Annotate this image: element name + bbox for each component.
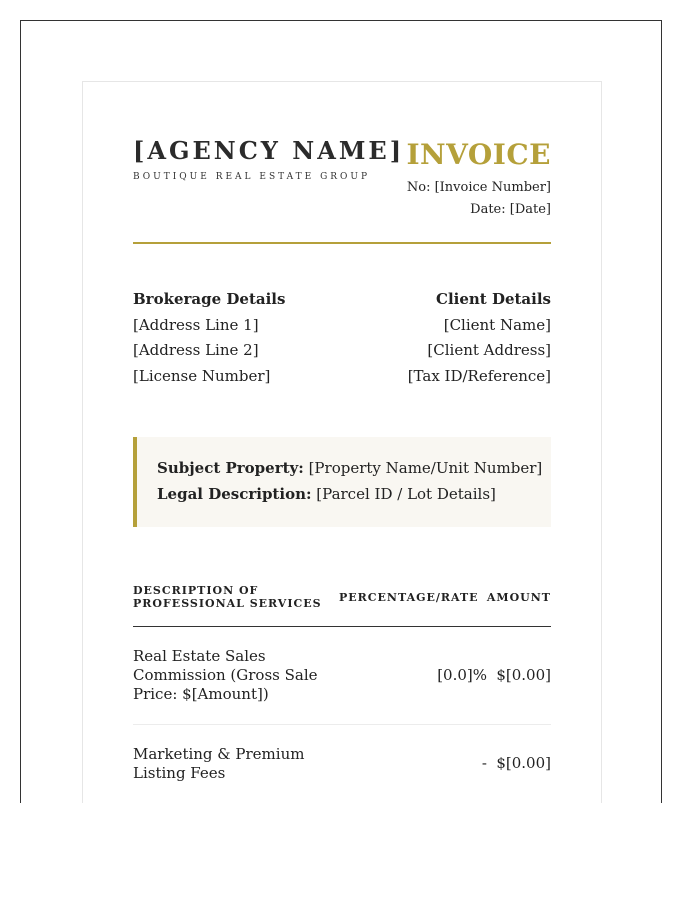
brokerage-license-number: [License Number] [133,366,271,385]
header-divider [133,242,551,244]
client-name: [Client Name] [443,315,551,334]
party-details [133,287,551,397]
row-rate: - [481,754,487,772]
subject-property-value: [Property Name/Unit Number] [308,459,543,477]
row-amount: $[0.00] [496,754,551,772]
invoice-content [133,82,551,782]
document-viewport [20,20,662,803]
column-header-rate: PERCENTAGE/RATE [339,591,479,604]
client-address: [Client Address] [427,341,551,359]
agency-name: [AGENCY NAME] [133,136,405,165]
brokerage-address-line-1: [Address Line 1] [133,315,259,334]
client-details [408,287,551,389]
legal-description-value: [Parcel ID / Lot Details] [316,485,496,503]
brokerage-address-line-2: [Address Line 2] [133,341,259,359]
legal-description-label: Legal Description: [157,485,312,503]
client-heading: Client Details [436,290,551,308]
table-row-divider [133,724,551,725]
table-header-divider [133,626,551,627]
row-amount: $[0.00] [496,666,551,684]
table-row [133,745,551,803]
legal-description-line [157,485,496,503]
brokerage-heading: Brokerage Details [133,290,286,308]
invoice-sheet [82,81,602,803]
subject-property-label: Subject Property: [157,459,304,477]
brokerage-details [133,287,285,389]
invoice-header [133,82,551,244]
agency-tagline: BOUTIQUE REAL ESTATE GROUP [133,172,371,182]
row-description: Marketing & Premium Listing Fees [133,745,305,782]
invoice-title: INVOICE [406,138,551,171]
row-description: Real Estate Sales Commission (Gross Sale Price: $[Amount]) [133,647,318,703]
column-header-description: DESCRIPTION OF PROFESSIONAL SERVICES [133,584,322,610]
client-tax-id: [Tax ID/Reference] [407,366,551,385]
property-info-box [133,437,551,527]
column-header-amount: AMOUNT [486,591,551,604]
invoice-date: Date: [Date] [470,202,551,217]
table-row [133,647,551,725]
invoice-number: No: [Invoice Number] [406,180,551,195]
row-rate: [0.0]% [437,666,487,684]
subject-property-line [157,459,542,477]
